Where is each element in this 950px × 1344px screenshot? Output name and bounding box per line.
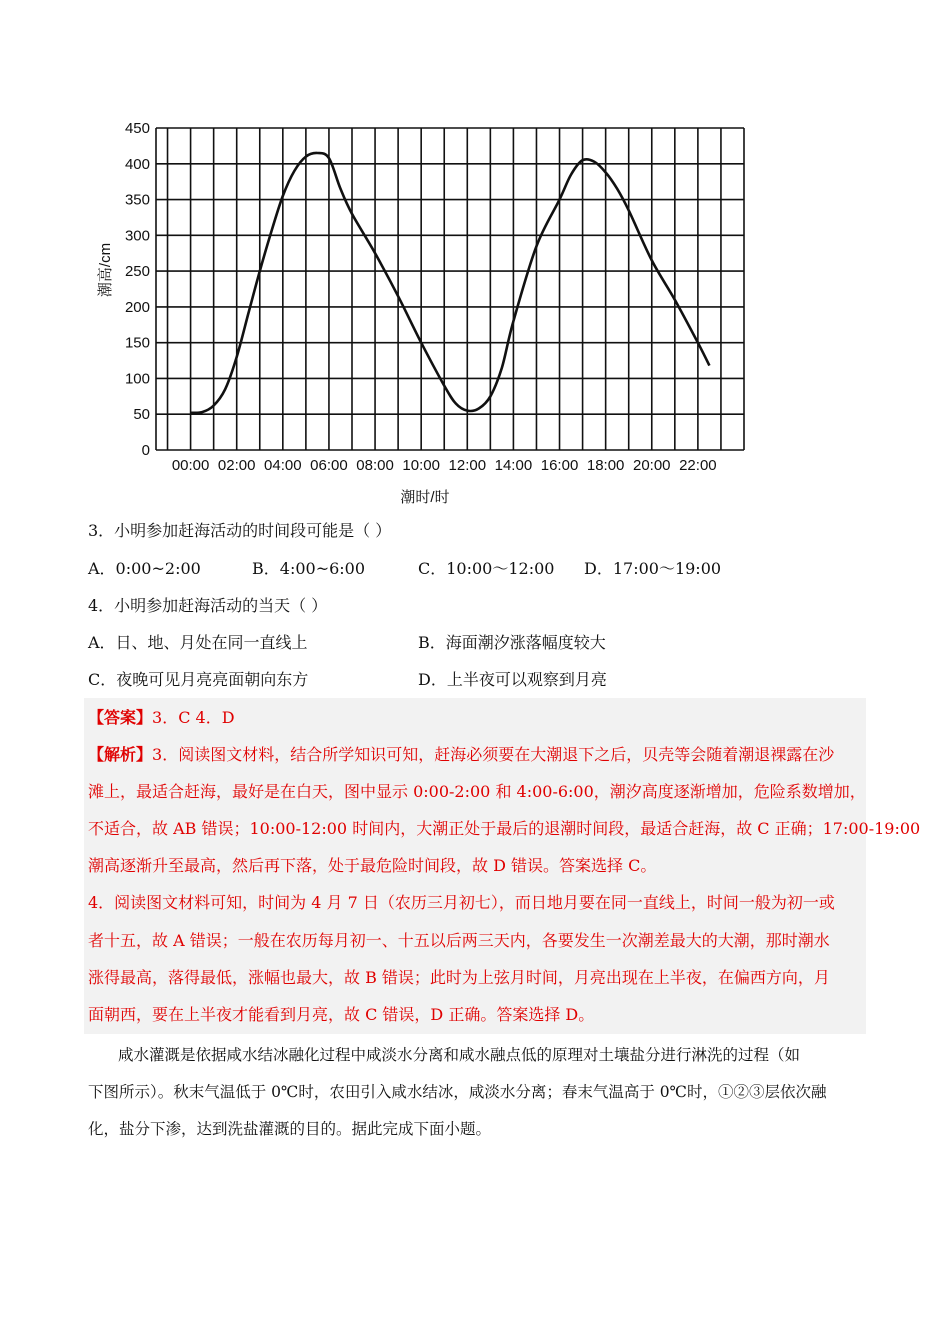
x-tick-label: 00:00 <box>171 457 210 474</box>
x-tick-label: 02:00 <box>217 457 256 474</box>
answer-line <box>88 707 235 729</box>
x-tick-label: 10:00 <box>402 457 440 474</box>
x-tick-labels <box>172 457 717 474</box>
x-tick-label: 08:00 <box>356 457 394 474</box>
answer-text: 3．C 4．D <box>152 708 235 727</box>
y-tick-label: 0 <box>141 442 150 459</box>
x-tick-label: 14:00 <box>494 457 533 474</box>
analysis-line-2: 滩上，最适合赶海，最好是在白天，图中显示 0:00-2:00 和 4:00-6:00，潮汐高度逐渐增加，危险系数增加， <box>88 782 866 801</box>
analysis-line-3: 不适合，故 AB 错误；10:00-12:00 时间内，大潮正处于最后的退潮时间段，最适合赶海，故 C 正确；17:00-19:00 <box>88 819 921 838</box>
passage-line-3: 化，盐分下渗，达到洗盐灌溉的目的。据此完成下面小题。 <box>88 1120 492 1138</box>
question-3-option-d: D．17:00～19:00 <box>584 559 722 578</box>
question-4-option-d: D．上半夜可以观察到月亮 <box>418 670 607 689</box>
tide-curve <box>191 153 710 413</box>
question-3-option-c: C．10:00～12:00 <box>418 559 555 578</box>
x-tick-label: 12:00 <box>448 457 487 474</box>
question-4-option-a: A．日、地、月处在同一直线上 <box>88 633 308 652</box>
analysis-label: 【解析】 <box>88 745 153 764</box>
y-axis-label: 潮高/cm <box>97 242 114 298</box>
question-4-stem: 4．小明参加赶海活动的当天（ ） <box>88 596 328 615</box>
x-tick-label: 22:00 <box>679 457 717 474</box>
question-3-option-a: A．0:00~2:00 <box>88 559 201 578</box>
analysis-line-4: 潮高逐渐升至最高，然后再下落，处于最危险时间段，故 D 错误。答案选择 C。 <box>88 856 657 875</box>
x-tick-label: 06:00 <box>310 457 348 474</box>
y-tick-labels <box>125 120 150 459</box>
y-tick-label: 400 <box>124 155 150 173</box>
x-tick-label: 16:00 <box>540 457 579 474</box>
chart-grid <box>156 128 744 450</box>
analysis-line-5: 4．阅读图文材料可知，时间为 4 月 7 日（农历三月初七），而日地月要在同一直线上，时间一般为初一或 <box>88 893 835 912</box>
question-3-stem: 3．小明参加赶海活动的时间段可能是（ ） <box>88 521 392 540</box>
analysis-line-7: 涨得最高，落得最低，涨幅也最大，故 B 错误；此时为上弦月时间，月亮出现在上半夜，在偏西方向，月 <box>88 968 830 987</box>
x-tick-label: 04:00 <box>264 457 302 474</box>
question-3-option-b: B．4:00~6:00 <box>252 559 366 578</box>
y-tick-label: 250 <box>124 263 150 281</box>
y-tick-label: 100 <box>124 370 150 388</box>
analysis-line-8: 面朝西，要在上半夜才能看到月亮，故 C 错误，D 正确。答案选择 D。 <box>88 1005 595 1024</box>
y-tick-label: 200 <box>124 298 150 316</box>
question-4-option-c: C．夜晚可见月亮亮面朝向东方 <box>88 670 309 689</box>
analysis-line-1 <box>88 744 834 766</box>
y-tick-label: 300 <box>124 227 150 245</box>
y-tick-label: 350 <box>124 191 150 209</box>
y-tick-label: 450 <box>124 120 150 137</box>
analysis-text-1: 3．阅读图文材料，结合所学知识可知，赶海必须要在大潮退下之后，贝壳等会随着潮退裸露在沙 <box>152 745 835 764</box>
answer-label: 【答案】 <box>88 708 153 727</box>
passage-line-1: 咸水灌溉是依据咸水结冰融化过程中咸淡水分离和咸水融点低的原理对土壤盐分进行淋洗的过程（如 <box>118 1046 801 1064</box>
x-tick-label: 20:00 <box>632 457 671 474</box>
y-tick-label: 50 <box>133 406 150 424</box>
x-tick-label: 18:00 <box>586 457 625 474</box>
question-4-option-b: B．海面潮汐涨落幅度较大 <box>418 633 606 652</box>
x-axis-label: 潮时/时 <box>400 489 450 506</box>
y-tick-label: 150 <box>124 334 150 352</box>
tide-chart <box>90 110 760 520</box>
analysis-line-6: 者十五，故 A 错误；一般在农历每月初一、十五以后两三天内，各要发生一次潮差最大的大潮，那时潮水 <box>88 931 830 950</box>
passage-line-2: 下图所示）。秋末气温低于 0℃时，农田引入咸水结冰，咸淡水分离；春末气温高于 0℃时，①②③层依次融 <box>88 1083 827 1101</box>
